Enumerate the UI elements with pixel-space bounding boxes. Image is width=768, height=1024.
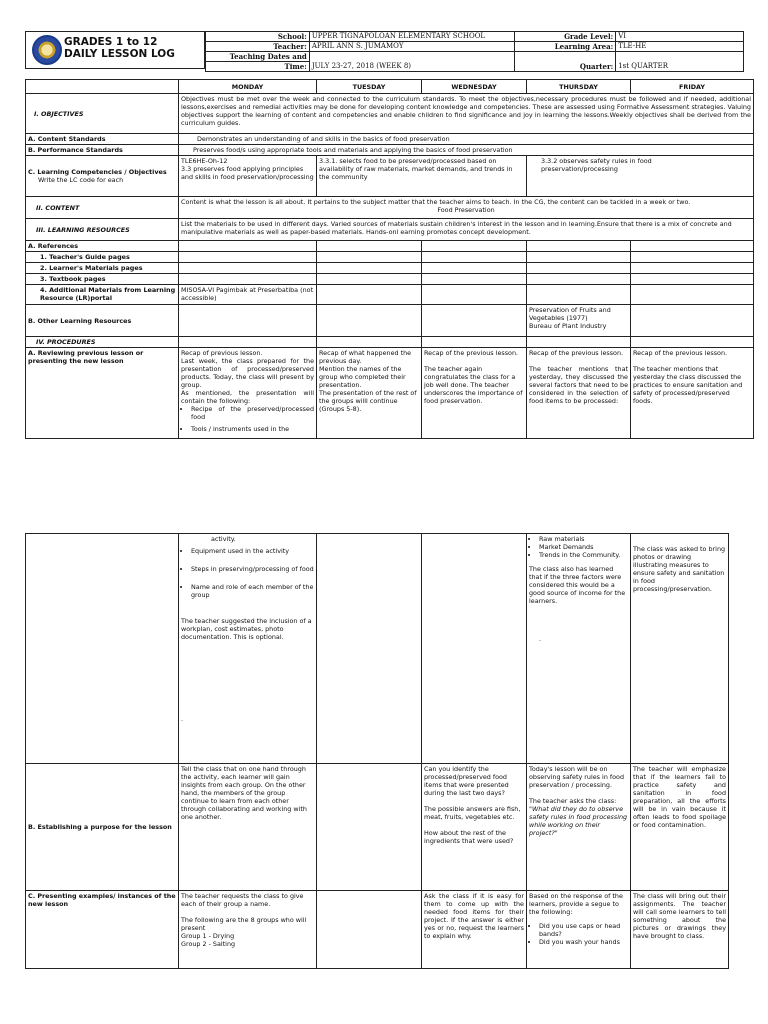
teacher-label: Teacher: xyxy=(206,42,310,52)
dates-value: JULY 23-27, 2018 (WEEK 8) xyxy=(309,52,515,72)
lc-title: C. Learning Competencies / Objectives xyxy=(28,168,167,176)
c-mon-4: Group 2 - Salting xyxy=(181,940,236,948)
references-label: A. References xyxy=(26,241,179,252)
purpose-monday: Tell the class that on one hand through the activity, each learner will gain insights from each group. On the other hand, the members of the group continue to learn from each other through collaborating and working with one another. xyxy=(179,764,317,891)
day-wednesday: WEDNESDAY xyxy=(422,80,527,94)
examples-thursday xyxy=(527,891,631,969)
day-friday: FRIDAY xyxy=(631,80,754,94)
recap-thu-2: The teacher mentions that yesterday, they discussed the several factors that need to be considered in the selection of food items to be processed: xyxy=(529,365,628,405)
recap-mon-1: Recap of previous lesson. xyxy=(181,349,263,357)
proc-thu xyxy=(527,337,631,348)
header-info-table xyxy=(205,31,744,72)
objectives-text: Objectives must be met over the week and connected to the curriculum standards. To meet the objectives,necessary procedures must be followed and if needed, additional lessons,exercises and remedial activities may be done for developing content knowledge and competencies. These are assessed using Formative Assessment strategies. Valuing objectives support the learning of content and competencies and enable children to find significance and joy in learning the lessons.Weekly objectives shall be derived from the curriculum guides. xyxy=(179,94,754,134)
proc-fri xyxy=(631,337,754,348)
olr-tue xyxy=(317,305,422,337)
logo-cell xyxy=(25,31,205,69)
lm-tue xyxy=(317,263,422,274)
tb-fri xyxy=(631,274,754,285)
content-cell xyxy=(179,197,754,219)
quarter-label: Quarter: xyxy=(515,52,616,72)
presenting-examples-label: C. Presenting examples/ instances of the new lesson xyxy=(26,891,179,969)
mon-cont-list xyxy=(181,547,314,599)
additional-materials-label: 4. Additional Materials from Learning Resource (LR)portal xyxy=(26,285,179,305)
dates-label-1: Teaching Dates and xyxy=(229,52,307,61)
list-item: • Trends in the Community. xyxy=(539,551,628,559)
b-thu-2: The teacher asks the class: xyxy=(529,797,617,805)
content-topic: Food Preservation xyxy=(437,206,495,214)
objectives-label: I. OBJECTIVES xyxy=(26,94,179,134)
lc-subtitle: Write the LC code for each xyxy=(38,176,124,184)
am-fri xyxy=(631,285,754,305)
area-value: TLE-HE xyxy=(616,42,744,52)
recap-fri-2: The teacher mentions that yesterday the class discussed the practices to ensure sanitation and safety of processed/preserved foods. xyxy=(633,365,743,405)
c-mon-3: Group 1 - Drying xyxy=(181,932,235,940)
lm-wed xyxy=(422,263,527,274)
quarter-value: 1st QUARTER xyxy=(616,52,744,72)
b-thu-3: "What did they do to observe safety rules in food processing while working on their project?" xyxy=(529,805,628,837)
performance-standards-label: B. Performance Standards xyxy=(26,145,179,156)
ref-wed xyxy=(422,241,527,252)
continued-tuesday xyxy=(317,534,422,764)
school-value: UPPER TIGNAPOLOAN ELEMENTARY SCHOOL xyxy=(309,32,515,42)
recap-tuesday: Recap of what happened the previous day. Mention the names of the group who completed their presentation. The presentation of the rest of the groups willl continue (Groups 5-8). xyxy=(317,348,422,439)
purpose-friday: The teacher will emphasize that if the learners fail to practice safety and sanitation in food preparation, all the efforts will be in vain because it often leads to food spoilage or food contamination. xyxy=(631,764,729,891)
thu-factor-list xyxy=(529,535,628,559)
recap-thursday xyxy=(527,348,631,439)
proc-tue xyxy=(317,337,422,348)
day-monday: MONDAY xyxy=(179,80,317,94)
deped-seal-icon xyxy=(32,35,62,65)
tb-wed xyxy=(422,274,527,285)
recap-mon-2: Last week, the class prepared for the presentation of processed/preserved products. Today, the class will present by group. xyxy=(181,357,314,389)
examples-friday: The class will bring out their assignments. The teacher will call some learners to tell something about the pictures or drawings they have brought to class. xyxy=(631,891,729,969)
lc-monday: TLE6HE-Oh-12 3.3 preserves food applying principles and skills in food preservation/processing xyxy=(179,156,317,197)
recap-wednesday xyxy=(422,348,527,439)
school-label: School: xyxy=(206,32,310,42)
content-standards-label: A. Content Standards xyxy=(26,134,179,145)
purpose-thursday xyxy=(527,764,631,891)
c-thu-list xyxy=(529,922,628,946)
textbook-label: 3. Textbook pages xyxy=(26,274,179,285)
lm-thu xyxy=(527,263,631,274)
procedures-label: IV. PROCEDURES xyxy=(26,337,179,348)
c-mon-1: The teacher requests the class to give each of their group a name. xyxy=(181,892,304,908)
list-item: • Tools / instruments used in the xyxy=(191,425,314,433)
lc-thursday-friday: 3.3.2 observes safety rules in food preservation/processing xyxy=(527,156,754,197)
recap-thu-1: Recap of the previous lesson. xyxy=(529,349,624,357)
day-tuesday: TUESDAY xyxy=(317,80,422,94)
tg-thu xyxy=(527,252,631,263)
c-mon-2: The following are the 8 groups who will present xyxy=(181,916,307,932)
continued-label-cell xyxy=(26,534,179,764)
purpose-tuesday xyxy=(317,764,422,891)
recap-fri-1: Recap of the previous lesson. xyxy=(633,349,728,357)
title-line-2: DAILY LESSON LOG xyxy=(64,48,175,60)
lm-fri xyxy=(631,263,754,274)
b-wed-3: How about the rest of the ingredients that were used? xyxy=(424,829,514,845)
tg-tue xyxy=(317,252,422,263)
document-title xyxy=(64,36,175,60)
ref-tue xyxy=(317,241,422,252)
examples-tuesday xyxy=(317,891,422,969)
content-text: Content is what the lesson is all about. It pertains to the subject matter that the teacher aims to teach. In the CG, the content can be tackled in a week or two. xyxy=(181,198,691,206)
corner-cell xyxy=(26,80,179,94)
tg-fri xyxy=(631,252,754,263)
performance-standards-text: Preserves food/s using appropriate tools and materials and applying the basics of food preservation xyxy=(179,145,754,156)
learning-resources-text: List the materials to be used in different days. Varied sources of materials sustain children's interest in the lesson and in learning.Ensure that there is a mix of concrete and manipulative materials as well as paper-based materials. Hands-onl earning promotes concept development. xyxy=(179,219,754,241)
tg-mon xyxy=(179,252,317,263)
list-item: • Did you wash your hands xyxy=(539,938,628,946)
ref-fri xyxy=(631,241,754,252)
thu-dot: . xyxy=(539,635,542,643)
tb-thu xyxy=(527,274,631,285)
lesson-log-table xyxy=(25,79,754,439)
list-item: • Did you use caps or head bands? xyxy=(539,922,628,938)
purpose-wednesday xyxy=(422,764,527,891)
recap-monday xyxy=(179,348,317,439)
b-wed-2: The possible answers are fish, meat, fruits, vegetables etc. xyxy=(424,805,521,821)
list-item: • Recipe of the preserved/processed food xyxy=(191,405,314,421)
proc-mon xyxy=(179,337,317,348)
teachers-guide-label: 1. Teacher's Guide pages xyxy=(26,252,179,263)
list-item: • Market Demands xyxy=(539,543,628,551)
list-item: • Name and role of each member of the group xyxy=(191,583,314,599)
grade-value: VI xyxy=(616,32,744,42)
dates-label xyxy=(206,52,310,62)
other-resources-label: B. Other Learning Resources xyxy=(26,305,179,337)
recap-wed-1: Recap of the previous lesson. xyxy=(424,349,519,357)
am-thu xyxy=(527,285,631,305)
proc-wed xyxy=(422,337,527,348)
recap-wed-2: The teacher again congratulates the class for a job well done. The teacher underscores the importance of food preservation. xyxy=(424,365,523,405)
lesson-log-table-continued xyxy=(25,533,729,969)
lc-tuesday-wednesday: 3.3.1. selects food to be preserved/processed based on availability of raw materials, market demands, and trends in the community xyxy=(317,156,527,197)
dates-label-2: Time: xyxy=(206,62,310,72)
tg-wed xyxy=(422,252,527,263)
recap-mon-list xyxy=(181,405,314,433)
continued-friday xyxy=(631,534,729,764)
thu-text: The class also has learned that if the three factors were considered this would be a good source of income for the learners. xyxy=(529,565,626,605)
continued-monday xyxy=(179,534,317,764)
learners-materials-label: 2. Learner's Materials pages xyxy=(26,263,179,274)
lm-mon xyxy=(179,263,317,274)
continued-thursday xyxy=(527,534,631,764)
b-thu-1: Today's lesson will be on observing safety rules in food preservation / processing. xyxy=(529,765,625,789)
teacher-value: APRIL ANN S. JUMAMOY xyxy=(309,42,515,52)
tb-tue xyxy=(317,274,422,285)
olr-fri xyxy=(631,305,754,337)
reviewing-lesson-label: A. Reviewing previous lesson or presenting the new lesson xyxy=(26,348,179,439)
other-resources-thursday: Preservation of Fruits and Vegetables (1977) Bureau of Plant Industry xyxy=(527,305,631,337)
b-wed-1: Can you identify the processed/preserved food items that were presented during the last two days? xyxy=(424,765,509,797)
mon-note: The teacher suggested the inclusion of a workplan, cost estimates, photo documentation. This is optional. xyxy=(181,617,312,641)
day-thursday: THURSDAY xyxy=(527,80,631,94)
mon-cont: activity. xyxy=(211,535,236,543)
title-line-1: GRADES 1 to 12 xyxy=(64,36,158,48)
area-label: Learning Area: xyxy=(515,42,616,52)
c-thu-1: Based on the response of the learners, provide a segue to the following: xyxy=(529,892,623,916)
examples-monday xyxy=(179,891,317,969)
mon-dot: . xyxy=(181,715,184,723)
list-item: • Steps in preserving/processing of food xyxy=(191,565,314,573)
tb-mon xyxy=(179,274,317,285)
recap-friday xyxy=(631,348,754,439)
olr-mon xyxy=(179,305,317,337)
content-standards-text: Demonstrates an understanding of and skills in the basics of food preservation xyxy=(179,134,754,145)
am-tue xyxy=(317,285,422,305)
ref-mon xyxy=(179,241,317,252)
learning-competencies-label xyxy=(26,156,179,197)
list-item: • Equipment used in the activity xyxy=(191,547,314,555)
recap-mon-3: As mentioned, the presentation will contain the following: xyxy=(181,389,314,405)
examples-wednesday: Ask the class if it is easy for them to come up with the needed food items for their project. If the answer is either yes or no, request the learners to explain why. xyxy=(422,891,527,969)
continued-wednesday xyxy=(422,534,527,764)
olr-wed xyxy=(422,305,527,337)
establishing-purpose-label: B. Establishing a purpose for the lesson xyxy=(26,764,179,891)
fri-text: The class was asked to bring photos or drawing illustrating measures to ensure safety and sanitation in food processing/preservation. xyxy=(633,545,726,593)
am-monday: MISOSA-VI Pagimbak at Preserbatiba (not accessible) xyxy=(179,285,317,305)
learning-resources-label: III. LEARNING RESOURCES xyxy=(26,219,179,241)
list-item: • Raw materials xyxy=(539,535,628,543)
content-label: II. CONTENT xyxy=(26,197,179,219)
ref-thu xyxy=(527,241,631,252)
grade-label: Grade Level: xyxy=(515,32,616,42)
am-wed xyxy=(422,285,527,305)
